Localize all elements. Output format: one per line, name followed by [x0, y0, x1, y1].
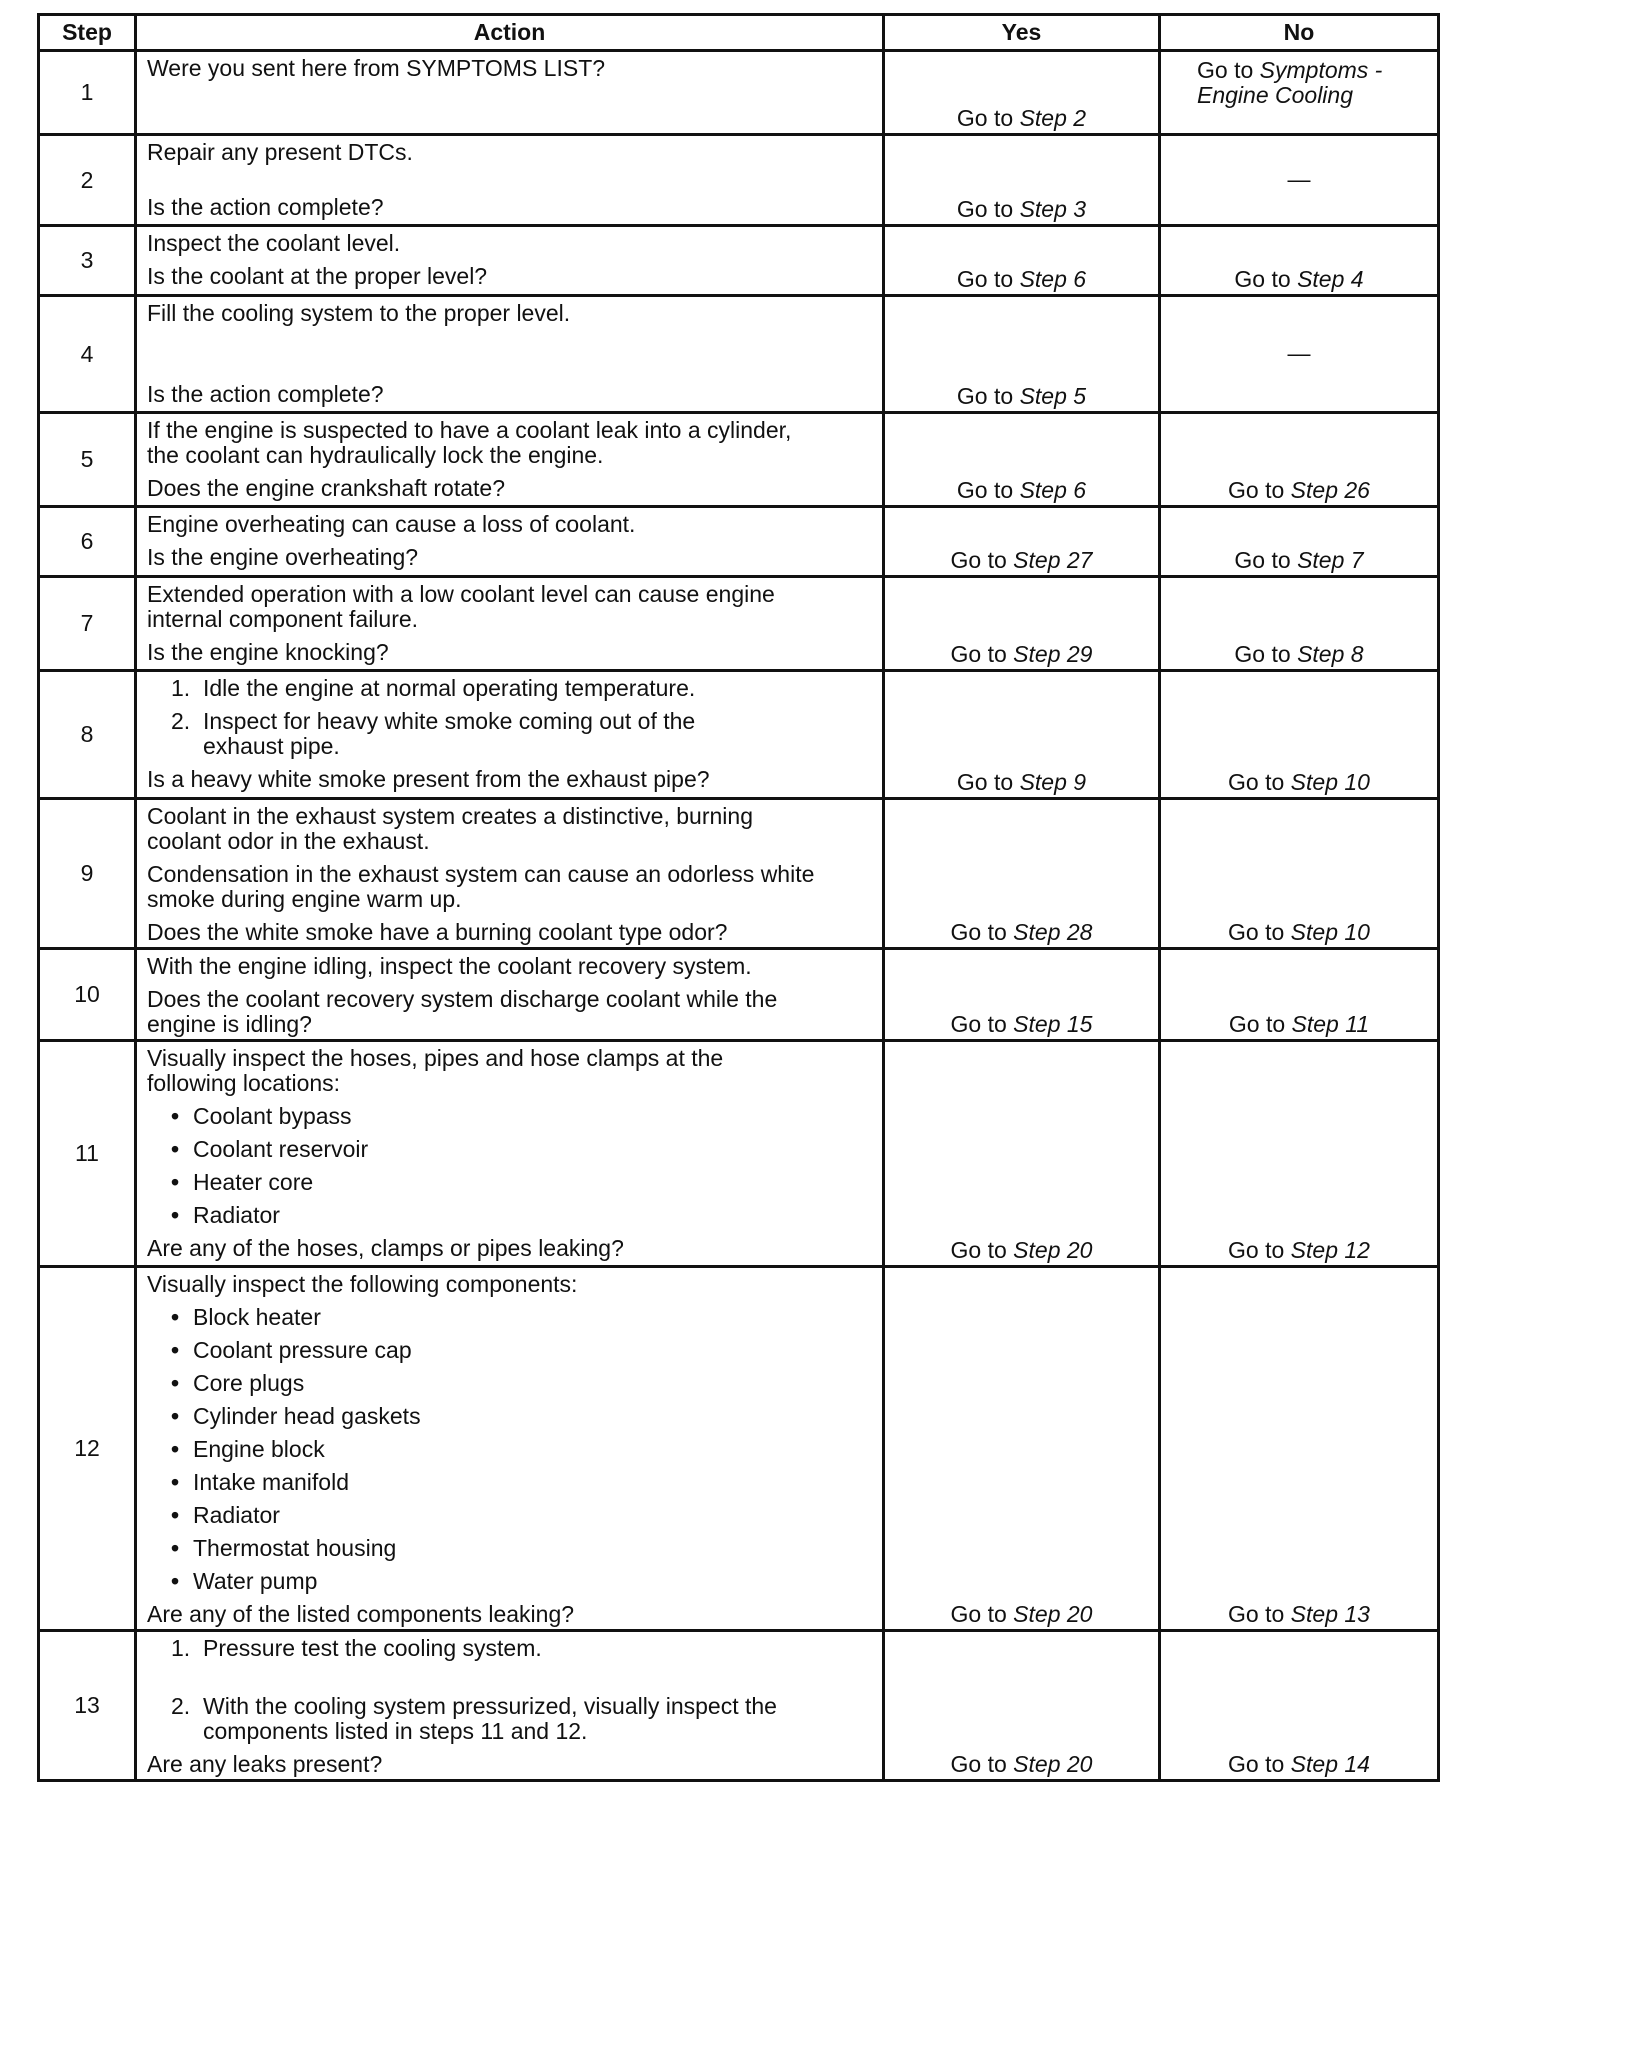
- go-to-label: Go to: [956, 769, 1014, 795]
- yes-cell: [884, 51, 1160, 135]
- no-cell: [1160, 1267, 1439, 1631]
- diagnostic-table: [37, 13, 1440, 1782]
- go-to-label: Go to: [956, 383, 1014, 409]
- no-dash: —: [1287, 339, 1311, 366]
- action-question: Is the coolant at the proper level?: [147, 263, 488, 289]
- no-target: Step 7: [1297, 547, 1364, 573]
- action-text: Condensation in the exhaust system can cause an odorless white: [147, 861, 815, 887]
- action-question: Does the coolant recovery system discharge coolant while the: [147, 986, 778, 1012]
- action-text: Repair any present DTCs.: [147, 139, 413, 165]
- action-cell: [136, 507, 884, 577]
- no-target: Step 14: [1290, 1751, 1370, 1777]
- numbered-item-continued: exhaust pipe.: [203, 733, 340, 759]
- action-text: Engine overheating can cause a loss of coolant.: [147, 511, 636, 537]
- table-row: [39, 296, 1439, 413]
- bullet-item: • Core plugs: [171, 1370, 305, 1396]
- go-to-label: Go to: [1228, 919, 1285, 945]
- go-to-label: Go to: [950, 919, 1007, 945]
- action-cell: [136, 949, 884, 1041]
- no-target: Symptoms - Engine Cooling: [1197, 57, 1383, 108]
- step-number: 8: [39, 671, 136, 799]
- go-to-label: Go to: [1228, 769, 1285, 795]
- go-to-label: Go to: [1228, 1751, 1285, 1777]
- step-number: 9: [39, 799, 136, 949]
- no-cell: [1160, 949, 1439, 1041]
- step-number: 1: [39, 51, 136, 135]
- table-row: [39, 577, 1439, 671]
- step-number: 13: [39, 1631, 136, 1781]
- table-row: [39, 1267, 1439, 1631]
- action-question: engine is idling?: [147, 1011, 312, 1037]
- table-row: [39, 1631, 1439, 1781]
- go-to-label: Go to: [956, 477, 1014, 503]
- yes-target: Step 6: [1019, 266, 1087, 292]
- yes-target: Step 20: [1013, 1237, 1093, 1263]
- action-cell: [136, 296, 884, 413]
- action-question: Is the action complete?: [147, 381, 384, 407]
- action-text: Extended operation with a low coolant level can cause engine: [147, 581, 775, 607]
- action-text: Visually inspect the following components:: [147, 1271, 578, 1297]
- action-cell: [136, 799, 884, 949]
- no-cell: [1160, 135, 1439, 226]
- action-text: following locations:: [147, 1070, 341, 1096]
- yes-cell: [884, 799, 1160, 949]
- table-row: [39, 226, 1439, 296]
- bullet-item: • Water pump: [171, 1568, 318, 1594]
- diagnostic-table-sheet: [37, 13, 1437, 1782]
- yes-cell: [884, 135, 1160, 226]
- action-question: Are any of the hoses, clamps or pipes leaking?: [147, 1235, 624, 1261]
- no-target: Step 12: [1290, 1237, 1370, 1263]
- yes-target: Step 2: [1019, 105, 1087, 131]
- action-text: If the engine is suspected to have a coolant leak into a cylinder,: [147, 417, 792, 443]
- action-text: Visually inspect the hoses, pipes and hose clamps at the: [147, 1045, 724, 1071]
- no-cell: [1160, 413, 1439, 507]
- no-cell: [1160, 51, 1439, 135]
- no-cell: [1160, 226, 1439, 296]
- go-to-label: Go to: [1228, 1011, 1286, 1037]
- action-cell: [136, 413, 884, 507]
- go-to-label: Go to: [1228, 1601, 1285, 1627]
- table-row: [39, 51, 1439, 135]
- action-question: Are any leaks present?: [147, 1751, 383, 1777]
- numbered-item: 1. Idle the engine at normal operating temperature.: [171, 675, 696, 701]
- bullet-item: • Coolant pressure cap: [171, 1337, 412, 1363]
- go-to-label: Go to: [950, 1751, 1007, 1777]
- go-to-label: Go to: [1197, 57, 1254, 83]
- header-yes: Yes: [884, 15, 1160, 51]
- yes-cell: [884, 577, 1160, 671]
- no-target: Step 4: [1297, 266, 1364, 292]
- header-row: [39, 15, 1439, 51]
- step-number: 3: [39, 226, 136, 296]
- no-target: Step 10: [1290, 769, 1370, 795]
- step-number: 6: [39, 507, 136, 577]
- yes-cell: [884, 1267, 1160, 1631]
- step-number: 10: [39, 949, 136, 1041]
- action-text: internal component failure.: [147, 606, 419, 632]
- action-cell: [136, 1267, 884, 1631]
- action-question: Is the engine overheating?: [147, 544, 419, 570]
- go-to-label: Go to: [950, 1237, 1007, 1263]
- no-target: Step 13: [1290, 1601, 1370, 1627]
- no-cell: [1160, 577, 1439, 671]
- go-to-label: Go to: [950, 641, 1007, 667]
- table-row: [39, 671, 1439, 799]
- action-question: Is the engine knocking?: [147, 639, 389, 665]
- step-number: 2: [39, 135, 136, 226]
- no-cell: [1160, 1631, 1439, 1781]
- yes-target: Step 5: [1019, 383, 1087, 409]
- yes-cell: [884, 226, 1160, 296]
- table-row: [39, 135, 1439, 226]
- action-question: Does the engine crankshaft rotate?: [147, 475, 506, 501]
- yes-target: Step 27: [1013, 547, 1093, 573]
- no-cell: [1160, 1041, 1439, 1267]
- step-number: 5: [39, 413, 136, 507]
- no-target: Step 26: [1290, 477, 1370, 503]
- action-cell: [136, 1631, 884, 1781]
- no-target: Step 8: [1297, 641, 1364, 667]
- yes-cell: [884, 671, 1160, 799]
- go-to-label: Go to: [1228, 1237, 1285, 1263]
- numbered-item: 2. Inspect for heavy white smoke coming out of the: [171, 708, 696, 734]
- bullet-item: • Radiator: [171, 1502, 280, 1528]
- go-to-label: Go to: [1234, 547, 1291, 573]
- yes-target: Step 29: [1013, 641, 1093, 667]
- go-to-label: Go to: [1228, 477, 1285, 503]
- action-question: Is a heavy white smoke present from the exhaust pipe?: [147, 766, 710, 792]
- no-cell: [1160, 507, 1439, 577]
- numbered-item: 1. Pressure test the cooling system.: [171, 1635, 542, 1661]
- header-no: No: [1160, 15, 1439, 51]
- yes-cell: [884, 507, 1160, 577]
- table-row: [39, 1041, 1439, 1267]
- action-cell: [136, 135, 884, 226]
- action-text: Inspect the coolant level.: [147, 230, 401, 256]
- action-cell: [136, 226, 884, 296]
- bullet-item: • Engine block: [171, 1436, 325, 1462]
- go-to-label: Go to: [1234, 266, 1291, 292]
- action-question: Does the white smoke have a burning coolant type odor?: [147, 919, 728, 945]
- table-row: [39, 413, 1439, 507]
- yes-cell: [884, 296, 1160, 413]
- action-text: smoke during engine warm up.: [147, 886, 462, 912]
- header-step: Step: [39, 15, 136, 51]
- action-text: coolant odor in the exhaust.: [147, 828, 430, 854]
- action-text: With the engine idling, inspect the coolant recovery system.: [147, 953, 752, 979]
- bullet-item: • Heater core: [171, 1169, 314, 1195]
- go-to-label: Go to: [956, 105, 1014, 131]
- action-text: Fill the cooling system to the proper level.: [147, 300, 571, 326]
- step-number: 11: [39, 1041, 136, 1267]
- bullet-item: • Radiator: [171, 1202, 280, 1228]
- yes-target: Step 6: [1019, 477, 1087, 503]
- bullet-item: • Cylinder head gaskets: [171, 1403, 421, 1429]
- table-row: [39, 507, 1439, 577]
- yes-cell: [884, 949, 1160, 1041]
- bullet-item: • Coolant reservoir: [171, 1136, 369, 1162]
- table-row: [39, 799, 1439, 949]
- go-to-label: Go to: [956, 196, 1014, 222]
- numbered-item-continued: components listed in steps 11 and 12.: [203, 1718, 588, 1744]
- no-dash: —: [1287, 165, 1311, 192]
- action-cell: [136, 671, 884, 799]
- no-target: Step 10: [1290, 919, 1370, 945]
- action-question: Were you sent here from SYMPTOMS LIST?: [147, 55, 606, 81]
- action-cell: [136, 51, 884, 135]
- go-to-label: Go to: [950, 1011, 1007, 1037]
- go-to-label: Go to: [1234, 641, 1291, 667]
- action-question: Are any of the listed components leaking?: [147, 1601, 575, 1627]
- yes-cell: [884, 1041, 1160, 1267]
- no-cell: [1160, 799, 1439, 949]
- yes-cell: [884, 413, 1160, 507]
- step-number: 12: [39, 1267, 136, 1631]
- no-target: Step 11: [1291, 1011, 1370, 1037]
- yes-target: Step 9: [1019, 769, 1087, 795]
- header-action: Action: [136, 15, 884, 51]
- bullet-item: • Coolant bypass: [171, 1103, 352, 1129]
- go-to-label: Go to: [950, 1601, 1007, 1627]
- yes-target: Step 15: [1013, 1011, 1093, 1037]
- no-cell: [1160, 296, 1439, 413]
- go-to-label: Go to: [950, 547, 1007, 573]
- step-number: 4: [39, 296, 136, 413]
- yes-target: Step 3: [1019, 196, 1087, 222]
- numbered-item: 2. With the cooling system pressurized, visually inspect the: [171, 1693, 777, 1719]
- yes-target: Step 28: [1013, 919, 1093, 945]
- no-cell: [1160, 671, 1439, 799]
- step-number: 7: [39, 577, 136, 671]
- yes-cell: [884, 1631, 1160, 1781]
- table-row: [39, 949, 1439, 1041]
- action-cell: [136, 1041, 884, 1267]
- action-question: Is the action complete?: [147, 194, 384, 220]
- bullet-item: • Thermostat housing: [171, 1535, 397, 1561]
- go-to-label: Go to: [956, 266, 1014, 292]
- bullet-item: • Intake manifold: [171, 1469, 349, 1495]
- action-text: Coolant in the exhaust system creates a distinctive, burning: [147, 803, 753, 829]
- action-cell: [136, 577, 884, 671]
- bullet-item: • Block heater: [171, 1304, 321, 1330]
- yes-target: Step 20: [1013, 1751, 1093, 1777]
- action-text: the coolant can hydraulically lock the engine.: [147, 442, 604, 468]
- yes-target: Step 20: [1013, 1601, 1093, 1627]
